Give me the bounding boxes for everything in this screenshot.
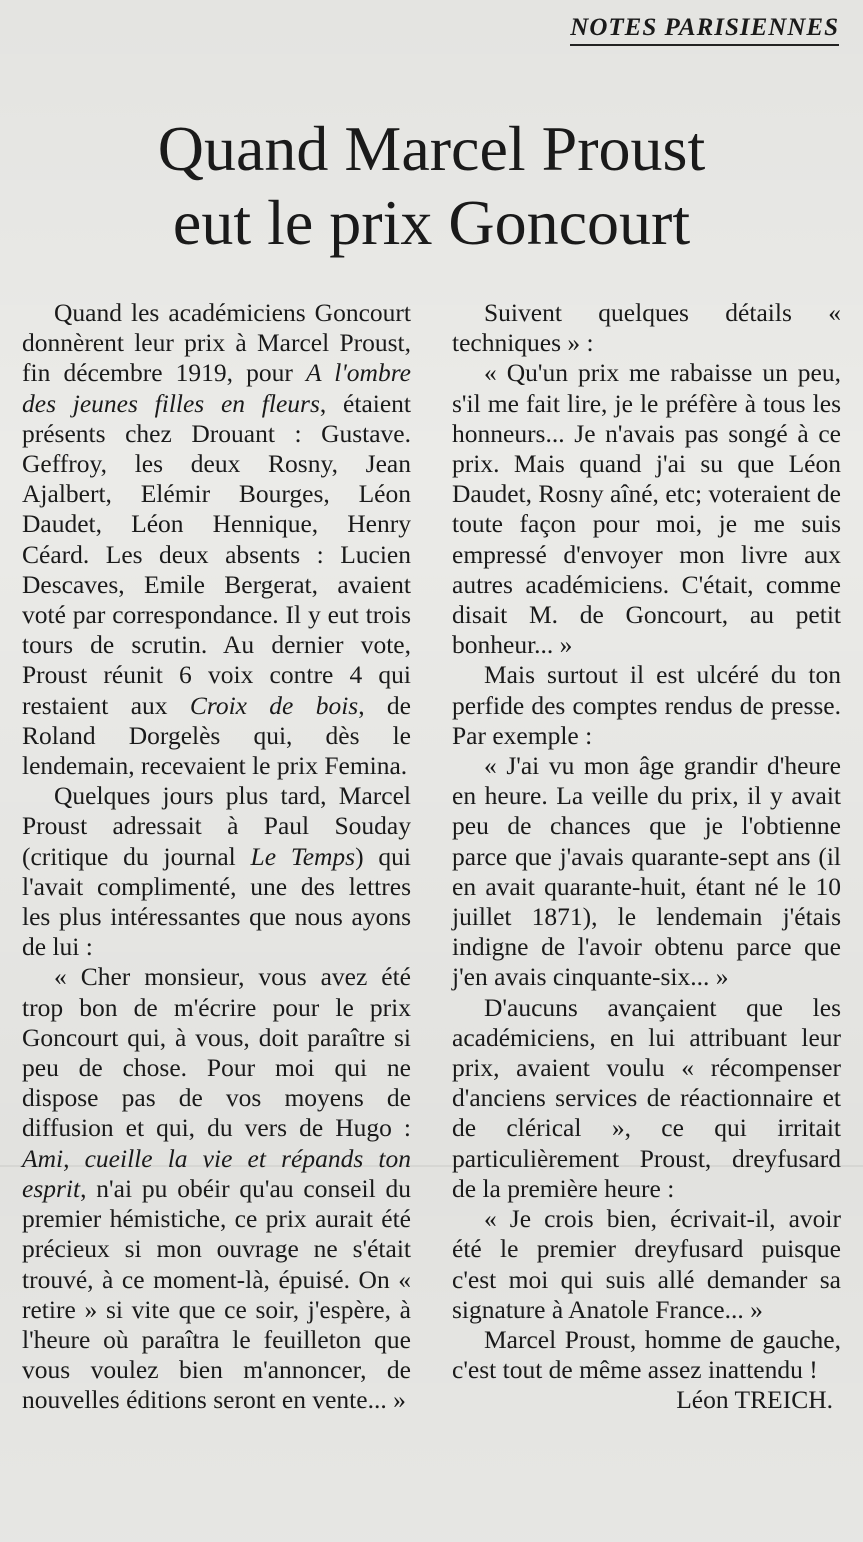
author-signature: Léon TREICH.: [676, 1385, 833, 1415]
paragraph-text: , de Roland Dorgelès qui, dès le lendemain, recevaient le prix Femina.: [22, 690, 411, 781]
paragraph: Mais surtout il est ulcéré du ton perfide des comptes rendus de presse. Par exemple :: [452, 660, 841, 750]
paragraph: Marcel Proust, homme de gauche, c'est tout de même assez inattendu !: [452, 1324, 841, 1385]
paragraph-text: Quand les académiciens Goncourt donnèrent leur prix à Marcel Proust, fin décembre 1919, pour: [22, 298, 411, 388]
headline-line-1: Quand Marcel Proust: [157, 113, 706, 184]
right-column: [452, 298, 841, 1416]
paragraph-text: , étaient présents chez Drouant : Gustave. Geffroy, les deux Rosny, Jean Ajalbert, Elémir Bourges, Léon Daudet, Léon Hennique, Henry Céard. Les deux absents : Lucien Descaves, Emile Bergerat, avaient voté par correspondance. Il y eut trois tours de scrutin. Au dernier vote, Proust réunit 6 voix contre 4 qui restaient aux: [22, 388, 411, 720]
paragraph: [22, 298, 411, 781]
section-rubric: NOTES PARISIENNES: [570, 14, 839, 46]
left-column: [22, 298, 411, 1416]
paragraph: [22, 962, 411, 1415]
headline-line-2: eut le prix Goncourt: [172, 187, 691, 258]
paragraph-text: Quelques jours plus tard, Marcel Proust adressait à Paul Souday (critique du journal: [22, 781, 411, 871]
article-headline: [0, 112, 863, 260]
book-title: Croix de bois: [189, 690, 359, 720]
paragraph-text: « Cher monsieur, vous avez été trop bon de m'écrire pour le prix Goncourt qui, à vous, doit paraître si peu de chose. Pour moi qui ne dispose pas de vos moyens de diffusion et qui, du vers de Hugo :: [22, 962, 411, 1143]
hugo-quote: Ami, cueille la vie et répands ton esprit: [22, 1143, 411, 1203]
paragraph: « Qu'un prix me rabaisse un peu, s'il me fait lire, je le préfère à tous les honneurs... Je n'avais pas songé à ce prix. Mais quand j'ai su que Léon Daudet, Rosny aîné, etc; voteraient de toute façon pour moi, je me suis empressé d'envoyer mon livre aux autres académiciens. C'était, comme disait M. de Goncourt, au petit bonheur... »: [452, 358, 841, 660]
paragraph-text: ) qui l'avait complimenté, une des lettres les plus intéressantes que nous ayons de lui :: [22, 841, 411, 962]
newspaper-title: Le Temps: [250, 841, 356, 871]
paragraph: Suivent quelques détails « techniques » :: [452, 298, 841, 358]
paragraph: « J'ai vu mon âge grandir d'heure en heure. La veille du prix, il y avait peu de chances que je l'obtienne parce que j'avais quarante-sept ans (il en avait quarante-huit, étant né le 10 juillet 1871), le lendemain j'étais indigne de l'avoir obtenu parce que j'en avais cinquante-six... »: [452, 751, 841, 992]
paragraph: [22, 781, 411, 962]
paragraph: D'aucuns avançaient que les académiciens, en lui attribuant leur prix, avaient voulu « récompenser d'anciens services de réactionnaire et de clérical », ce qui irritait particulièrement Proust, dreyfusard de la première heure :: [452, 992, 841, 1203]
paragraph-text: , n'ai pu obéir qu'au conseil du premier hémistiche, ce prix aurait été précieux si mon ouvrage ne s'était trouvé, à ce moment-là, épuisé. On « retire » si vite que ce soir, j'espère, à l'heure où paraîtra le feuilleton que vous voulez bien m'annoncer, de nouvelles éditions seront en vente... »: [22, 1173, 411, 1415]
paragraph: « Je crois bien, écrivait-il, avoir été le premier dreyfusard puisque c'est moi qui suis allé demander sa signature à Anatole France... »: [452, 1204, 841, 1324]
book-title: A l'ombre des jeunes filles en fleurs: [22, 358, 411, 418]
